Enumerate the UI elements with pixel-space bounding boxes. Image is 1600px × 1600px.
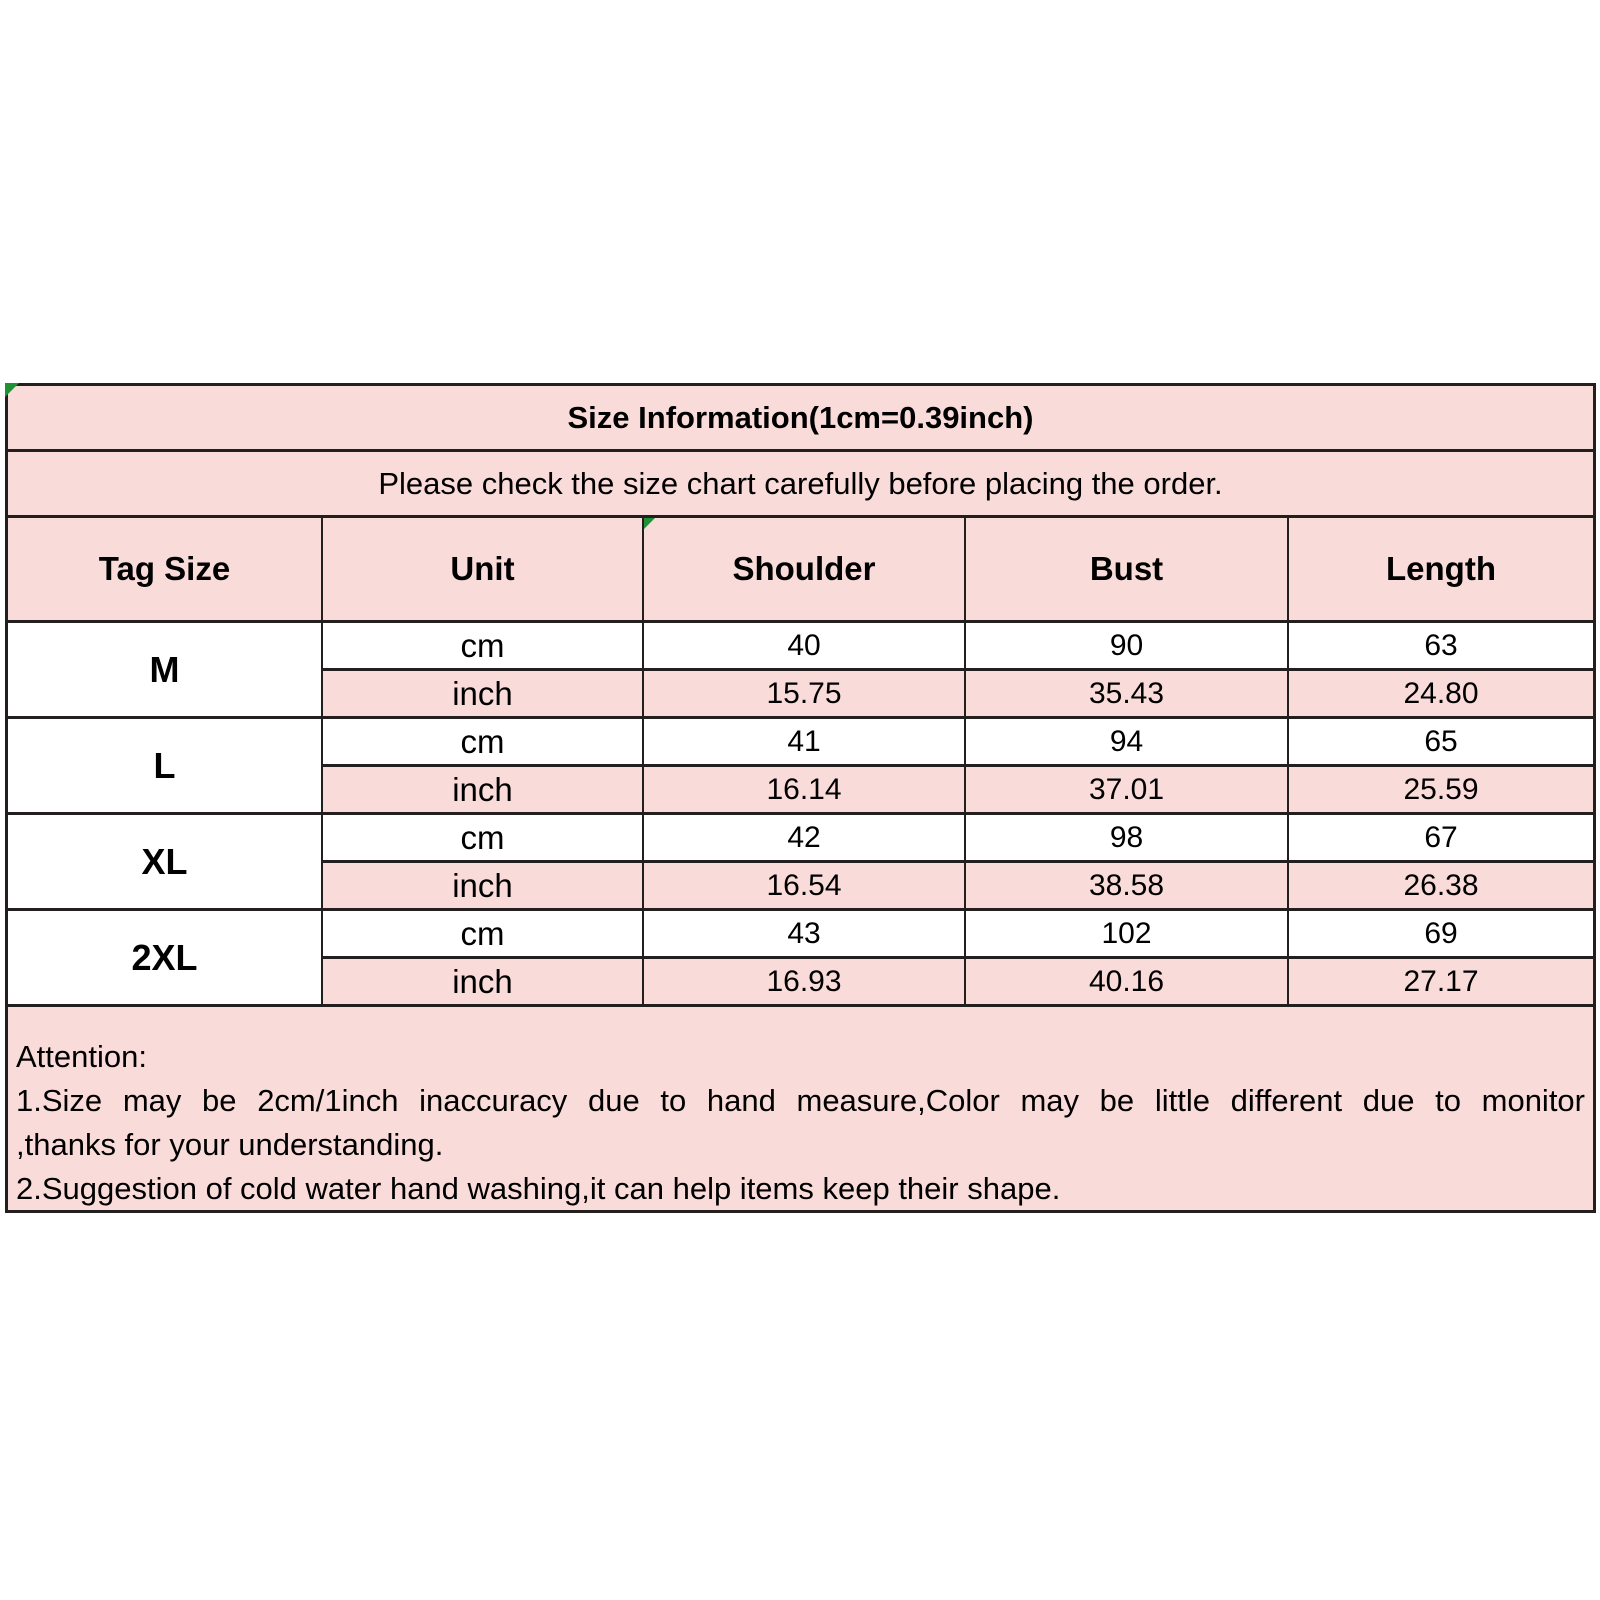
unit-inch-label: inch (323, 671, 644, 716)
value-cm-shoulder: 43 (644, 911, 966, 959)
attention-note1-line1: 1.Size may be 2cm/1inch inaccuracy due to hand measure,Color may be little different due to monitor (16, 1083, 1585, 1118)
unit-inch-label: inch (323, 767, 644, 812)
value-inch-length: 25.59 (1289, 767, 1593, 812)
size-label: XL (8, 815, 323, 908)
value-inch-bust: 37.01 (966, 767, 1289, 812)
header-length: Length (1289, 518, 1593, 620)
unit-cm-label: cm (323, 623, 644, 671)
value-cm-bust: 98 (966, 815, 1289, 863)
value-inch-length: 27.17 (1289, 959, 1593, 1004)
header-unit: Unit (323, 518, 644, 620)
size-label: M (8, 623, 323, 716)
value-inch-bust: 38.58 (966, 863, 1289, 908)
value-cm-shoulder: 41 (644, 719, 966, 767)
value-cm-length: 65 (1289, 719, 1593, 767)
value-inch-shoulder: 15.75 (644, 671, 966, 716)
header-tag-size: Tag Size (8, 518, 323, 620)
value-inch-shoulder: 16.14 (644, 767, 966, 812)
value-inch-shoulder: 16.54 (644, 863, 966, 908)
unit-cm-label: cm (323, 911, 644, 959)
value-cm-bust: 102 (966, 911, 1289, 959)
cell-corner-marker-icon (644, 518, 655, 529)
value-cm-length: 67 (1289, 815, 1593, 863)
unit-inch-label: inch (323, 959, 644, 1004)
value-cm-bust: 94 (966, 719, 1289, 767)
table-title-row (8, 386, 1593, 452)
header-shoulder (644, 518, 966, 620)
sheet-corner-marker-icon (5, 383, 19, 397)
value-cm-length: 69 (1289, 911, 1593, 959)
size-label: 2XL (8, 911, 323, 1004)
size-chart-table (5, 383, 1596, 1213)
value-inch-shoulder: 16.93 (644, 959, 966, 1004)
attention-note (8, 1007, 1593, 1210)
size-label: L (8, 719, 323, 812)
unit-inch-label: inch (323, 863, 644, 908)
header-shoulder-label: Shoulder (732, 550, 876, 587)
value-inch-bust: 35.43 (966, 671, 1289, 716)
size-group-xl (8, 815, 1593, 911)
attention-note2: 2.Suggestion of cold water hand washing,it can help items keep their shape. (16, 1171, 1061, 1206)
value-inch-length: 24.80 (1289, 671, 1593, 716)
table-subtitle: Please check the size chart carefully before placing the order. (378, 465, 1223, 501)
size-group-m (8, 623, 1593, 719)
value-cm-bust: 90 (966, 623, 1289, 671)
attention-heading: Attention: (16, 1039, 147, 1074)
unit-cm-label: cm (323, 815, 644, 863)
unit-cm-label: cm (323, 719, 644, 767)
value-cm-length: 63 (1289, 623, 1593, 671)
size-group-l (8, 719, 1593, 815)
table-subtitle-row (8, 452, 1593, 518)
value-cm-shoulder: 40 (644, 623, 966, 671)
value-inch-length: 26.38 (1289, 863, 1593, 908)
table-header-row (8, 518, 1593, 623)
table-title: Size Information(1cm=0.39inch) (567, 399, 1034, 435)
header-bust: Bust (966, 518, 1289, 620)
size-group-2xl (8, 911, 1593, 1007)
value-inch-bust: 40.16 (966, 959, 1289, 1004)
value-cm-shoulder: 42 (644, 815, 966, 863)
attention-note1-line2: ,thanks for your understanding. (16, 1127, 444, 1162)
